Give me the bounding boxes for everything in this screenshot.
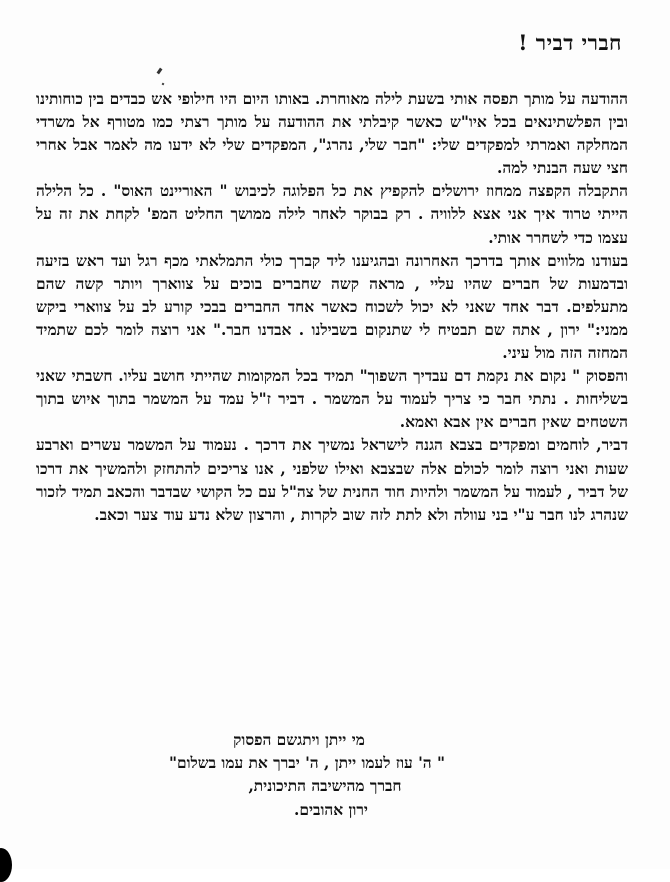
- paragraph-1: ההודעה על מותך תפסה אותי בשעת לילה מאוחרת. באותו היום היו חילופי אש כבדים בין כוחותינו ובין הפלשתינאים בכל איו"ש כאשר קיבלתי את ההודעה על מותך רצתי כמו מטורף אל משרדי המחלקה ואמרתי למפקדים שלי: "חבר שלי, נהרג", המפקדים שלי לא ידעו מה לאמר אבל אחרי חצי שעה הבנתי למה.: [36, 90, 628, 178]
- letter-body: [36, 88, 628, 527]
- scan-speck: [157, 68, 163, 75]
- closing-line-1: מי ייתן ויתגשם הפסוק: [233, 731, 365, 749]
- letter-closing: [0, 729, 670, 822]
- closing-line-3: חברך מהישיבה התיכונית,: [248, 777, 402, 796]
- paragraph-5: דביר, לוחמים ומפקדים בצבא הגנה לישראל נמשיך את דרכך . נעמוד על המשמר עשרים וארבע שעות ואני רוצה לומר לכולם אלה שבצבא ואילו שלפני , אנו צריכים להתחזק ולהמשיך את דרכו של דביר , לעמוד על המשמר ולהיות חוד החנית של צה"ל עם כל הקושי שבדבר והכאב תמיד לזכור שנהרג לנו חבר ע"י בני עוולה ולא לתת לזה שוב לקרות , והרצון שלא נדע עוד צער וכאב.: [36, 436, 628, 524]
- paragraph-4: והפסוק " נקום את נקמת דם עבדיך השפוך" תמיד בכל המקומות שהייתי חושב עליו. חשבתי שאני בשליחות . נתתי חבר כי צריך לעמוד על המשמר . דביר ז"ל עמד על המשמר בתוך איוש בתוך השטחים שאין חברים אין אבא ואמא.: [36, 367, 628, 432]
- scan-speck: [162, 83, 165, 86]
- letter-title: חברי דביר !: [518, 30, 622, 55]
- closing-verse: " ה' עוז לעמו ייתן , ה' יברך את עמו בשלום": [168, 754, 446, 773]
- paragraph-3: בעודנו מלווים אותך בדרכך האחרונה ובהגיענו ליד קברך כולי התמלאתי מכף רגל ועד ראש בזיעה ובדמעות של חברים שהיו עליי , מראה קשה שחברים בוכים על צווארך ויותר קשה שהם מתעלפים. דבר אחד שאני לא יכול לשכוח כאשר אחד החברים בבכי קורע לב על צווארי ביקש ממני:" ירון , אתה שם תבטיח לי שתנקום בשבילנו . אבדנו חבר." אני רוצה לומר לכם שתמיד המחזה הזה מול עיני.: [36, 251, 628, 363]
- scan-edge-blot: [0, 848, 12, 882]
- paragraph-2: התקבלה הקפצה ממחוז ירושלים להקפיץ את כל הפלוגה לכיבוש " האוריינט האוס" . כל הלילה הייתי טרוד איך אני אצא ללוויה . רק בבוקר לאחר לילה ממושך החליט המפ' לקחת את זה על עצמו כדי לשחרר אותי.: [36, 182, 628, 247]
- signature: ירון אהובים.: [294, 800, 368, 819]
